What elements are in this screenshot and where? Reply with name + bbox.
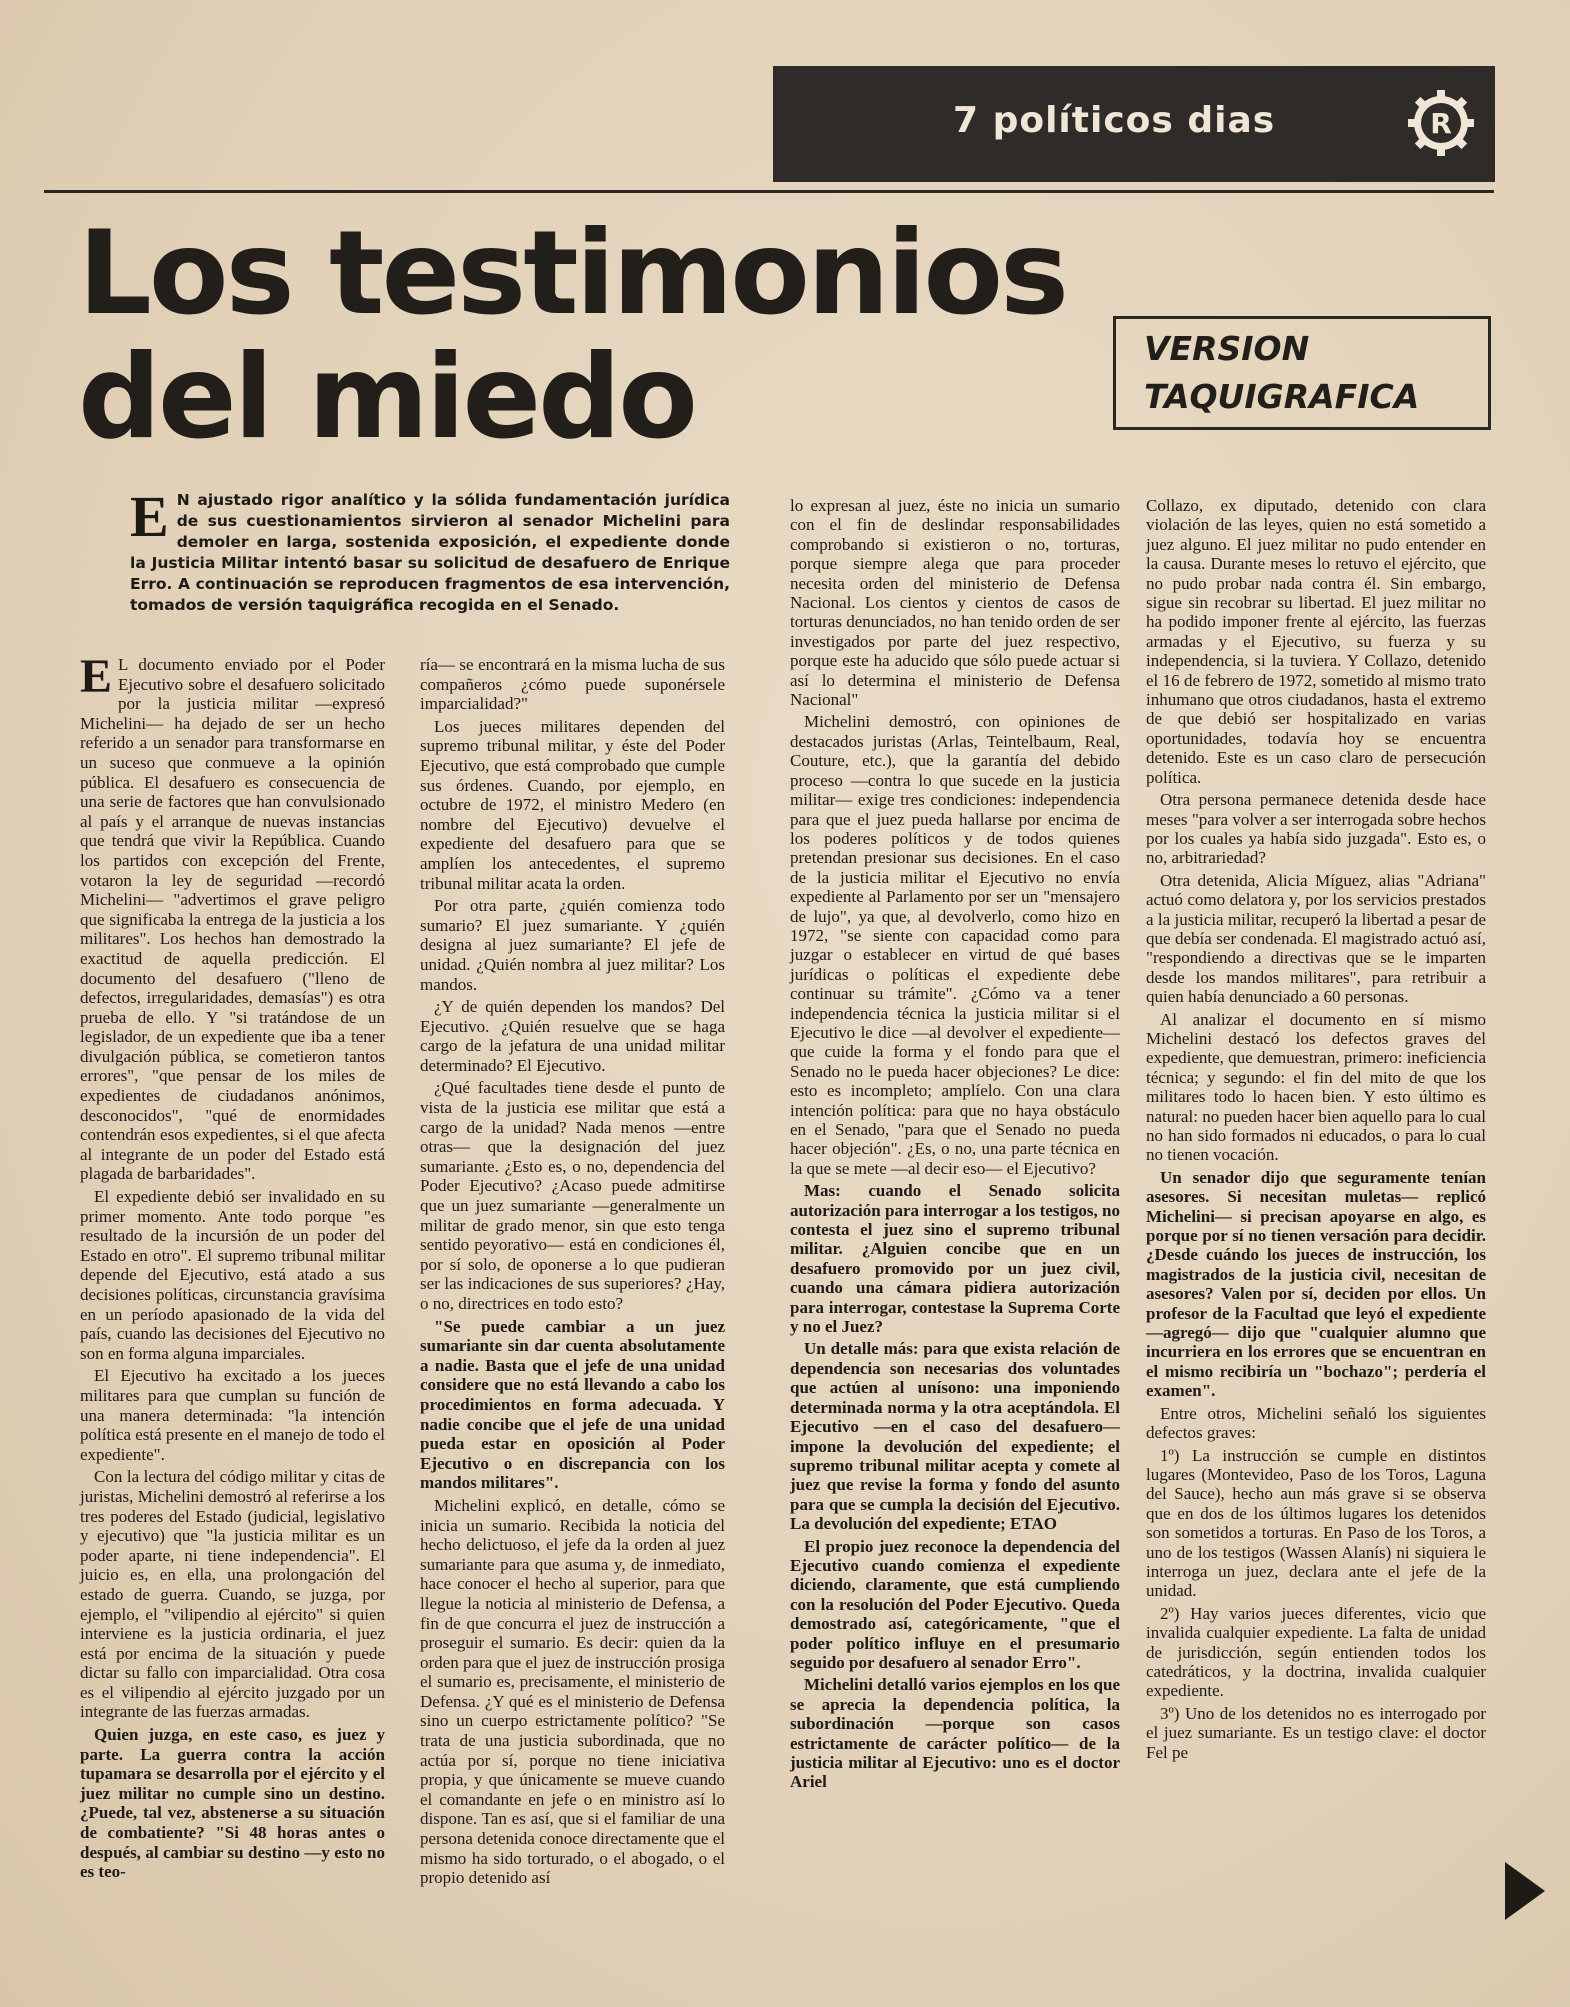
kicker-line-2: TAQUIGRAFICA bbox=[1144, 377, 1420, 416]
column-1-paragraph: Con la lectura del código militar y citas de juristas, Michelini demostró al referirse a los tres poderes del Estado (judicial, legislativo y ejecutivo) que "la justicia militar es un poder aparte, ni tiene independencia". El juicio es, en ella, una prolongación del estado de guerra. Cuando, se juzga, por ejemplo, el "vilipendio al ejército" si quien interviene es la justicia ordinaria, el juez está por encima de la situación y puede dictar su fallo con imparcialidad. Otra cosa es el vilipendio al ejército juzgado por un integrante de las fuerzas armadas. bbox=[80, 1467, 385, 1722]
column-3-paragraph: Michelini detalló varios ejemplos en los que se aprecia la dependencia política, la subordinación —porque son casos estrictamente de carácter político— de la justicia militar al Ejecutivo: uno es el doctor Ariel bbox=[790, 1675, 1120, 1792]
column-4-paragraph: Al analizar el documento en sí mismo Michelini destacó los defectos graves del expediente, que demuestran, primero: ineficiencia técnica; y segundo: el fin del mito de que los militares todo lo hacen bien. Y esto último es natural: no pueden hacer bien aquello para lo cual no han sido formados ni educados, o para lo cual no tienen vocación. bbox=[1146, 1009, 1486, 1165]
headline bbox=[78, 206, 1118, 465]
column-4-paragraph: 3º) Uno de los detenidos no es interrogado por el juez sumariante. Es un testigo clave: el doctor Fel pe bbox=[1146, 1703, 1486, 1762]
column-2-paragraph: ¿Qué facultades tiene desde el punto de vista de la justicia ese militar que está a cargo de la unidad? Nada menos —entre otras— que la designación del juez sumariante. ¿Esto es, o no, dependencia del Poder Ejecutivo? ¿Acaso puede admitirse que un juez sumariante —generalmente un militar de grado menor, sin que esto tenga sentido peyorativo— está en condiciones él, por sí solo, de oponerse a lo que pudieran ser las indicaciones de sus superiores? ¿Hay, o no, directrices en todo esto? bbox=[420, 1078, 725, 1313]
column-2-paragraph: Michelini explicó, en detalle, cómo se inicia un sumario. Recibida la noticia del hecho delictuoso, el jefe da la orden al juez sumariante para que asuma y, de inmediato, hace conocer el hecho al superior, para que llegue la noticia al ministerio de Defensa, a fin de que concurra el juez de instrucción a proseguir el sumario. Es decir: quien da la orden para que el juez de instrucción prosiga el sumario es, precisamente, el ministerio de Defensa. ¿Y qué es el ministerio de Defensa sino un cuerpo estrictamente político? "Se trata de una justicia subordinada, que no actúa por sí, porque no tiene iniciativa propia, y que únicamente se mueve cuando el comandante en jefe o en ministro así lo dispone. Tan es así, que si el familiar de una persona detenida conoce directamente que el mismo ha sido torturado, o el abogado, o el propio detenido así bbox=[420, 1495, 725, 1888]
column-4-paragraph: 2º) Hay varios jueces diferentes, vicio que invalida cualquier expediente. La falta de unidad de jurisdicción, según entienden todos los catedráticos, y la doctrina, invalida cualquier expediente. bbox=[1146, 1603, 1486, 1701]
column-3-paragraph: Un detalle más: para que exista relación de dependencia son necesarias dos voluntades que actúen al unísono: una imponiendo determinada norma y la otra aceptándola. El Ejecutivo —en el caso del desafuero— impone la devolución del expediente; el supremo tribunal militar acepta y comete al juez que revise la forma y fondo del asunto para que se cumpla la decisión del Ejecutivo. La devolución del expediente; ETAO bbox=[790, 1339, 1120, 1534]
column-1-paragraph: Quien juzga, en este caso, es juez y parte. La guerra contra la acción tupamara se desarrolla por el ejército y el juez militar no cumple sino un destino. ¿Puede, tal vez, abstenerse a su situación de combatiente? "Si 48 horas antes o después, al cambiar su destino —y esto no es teo- bbox=[80, 1725, 385, 1882]
column-1-paragraph: El expediente debió ser invalidado en su primer momento. Ante todo porque "es resultado de la incursión de un poder del Estado en otro". El supremo tribunal militar depende del Ejecutivo, está atado a sus decisiones políticas, circunstancia gravísima en un período apasionado de la vida del país, cuando las decisiones del Ejecutivo no son en forma alguna imparciales. bbox=[80, 1187, 385, 1363]
column-2-paragraph: Los jueces militares dependen del supremo tribunal militar, y éste del Poder Ejecutivo, que está comprobado que cumple sus órdenes. Cuando, por ejemplo, en octubre de 1972, el ministro Medero (en nombre del Ejecutivo) devuelve el expediente del desafuero para que se amplíen los antecedentes, el supremo tribunal militar acata la orden. bbox=[420, 716, 725, 893]
headline-line-1: Los testimonios bbox=[78, 206, 1067, 341]
article-column-2 bbox=[420, 655, 725, 1891]
column-2-paragraph: "Se puede cambiar a un juez sumariante sin dar cuenta absolutamente a nadie. Basta que el jefe de una unidad considere que no está llevando a cabo los procedimientos en forma adecuada. Y nadie concibe que el jefe de una unidad pueda estar en oposición al Poder Ejecutivo o en discrepancia con los mandos militares". bbox=[420, 1316, 725, 1493]
column-4-paragraph: Otra persona permanece detenida desde hace meses "para volver a ser interrogada sobre hechos por los cuales ya había sido juzgada". Esto es, o no, arbitrariedad? bbox=[1146, 790, 1486, 868]
column-3-paragraph: Michelini demostró, con opiniones de destacados juristas (Arlas, Teintelbaum, Real, Couture, etc.), que la garantía del debido proceso —contra lo que sucede en la justicia militar— exige tres condiciones: independencia para que el juez pueda hallarse por encima de los poderes políticos y de todos quienes pretendan presionar sus decisiones. En el caso de la justicia militar el Ejecutivo no envía expediente al Parlamento por ser un "mensajero de lujo", ya que, al devolverlo, como hizo en 1972, "se siente con capacidad como para juzgar o establecer en virtud de qué bases jurídicas o políticas el expediente debe continuar su trámite". ¿Cómo va a tener independencia técnica la justicia militar si el Ejecutivo le dice —al devolver el expediente— que cuide la forma y el fondo para que el Senado no le pueda hacer objeciones? Le dice: esto es incompleto; amplíelo. Con una clara intención política: para que no haya obstáculo en el Senado, "para que el Senado no pueda hacer objeción". ¿Es, o no, una parte técnica en la que se mete —al decir eso— el Ejecutivo? bbox=[790, 712, 1120, 1178]
column-3-paragraph: Mas: cuando el Senado solicita autorización para interrogar a los testigos, no contesta el juez sino el supremo tribunal militar. ¿Alguien concibe que en un desafuero promovido por un juez civil, cuando una cámara pidiera autorización para interrogar, contestase la Suprema Corte y no el Juez? bbox=[790, 1181, 1120, 1337]
column-3-paragraph: El propio juez reconoce la dependencia del Ejecutivo cuando comienza el expediente diciendo, claramente, que está cumpliendo con la resolución del Poder Ejecutivo. Queda demostrado así, categóricamente, "que el poder político influye en el presumario seguido por desafuero al senador Erro". bbox=[790, 1536, 1120, 1672]
column-4-paragraph: 1º) La instrucción se cumple en distintos lugares (Montevideo, Paso de los Toros, Laguna del Sauce), hecho aun más grave si se observa que en dos de los últimos lugares los detenidos son sometidos a torturas. En Paso de los Toros, a uno de los testigos (Wassen Alanís) ni siquiera le interroga un juez, declara ante el jefe de la unidad. bbox=[1146, 1445, 1486, 1601]
column-1-paragraph: El Ejecutivo ha excitado a los jueces militares para que cumplan su función de una manera determinada: "la intención política está presente en el manejo de todo el expediente". bbox=[80, 1366, 385, 1464]
headline-line-2: del miedo bbox=[78, 330, 695, 465]
kicker-line-1: VERSION bbox=[1144, 329, 1310, 368]
column-1-drop-cap: E bbox=[80, 650, 113, 703]
article-column-1 bbox=[80, 650, 385, 1885]
gear-r-logo-icon bbox=[1406, 88, 1476, 158]
column-2-paragraph: ría— se encontrará en la misma lucha de sus compañeros ¿cómo puede suponérsele imparcialidad?" bbox=[420, 655, 725, 714]
article-column-4 bbox=[1146, 496, 1486, 1765]
column-4-paragraph: Collazo, ex diputado, detenido con clara violación de las leyes, quien no está sometido a juez alguno. El juez militar no pudo entender en la causa. Durante meses lo retuvo el ejército, que no pudo probar nada contra él. Sin embargo, sigue sin recobrar su libertad. El juez militar no ha podido imponer frente al ejército, las fuerzas armadas y el Ejecutivo, su fuerza y su independencia, si la tuviera. Y Collazo, detenido el 16 de febrero de 1972, sometido al mismo trato inhumano que otros ciudadanos, hasta el extremo de que debió ser hospitalizado en varias oportunidades, todavía hoy se encuentra detenido. Este es un caso claro de persecución política. bbox=[1146, 496, 1486, 787]
lead-text: N ajustado rigor analítico y la sólida fundamentación jurídica de sus cuestionamientos sirvieron al senador Michelini para demoler en larga, sostenida exposición, el expediente donde la Justicia Militar intentó basar su solicitud de desafuero de Enrique Erro. A continuación se reproducen fragmentos de esa intervención, tomados de versión taquigráfica recogida en el Senado. bbox=[130, 491, 730, 614]
section-header-bar bbox=[773, 66, 1495, 182]
column-1-paragraph: E L documento enviado por el Poder Ejecutivo sobre el desafuero solicitado por la justicia militar —expresó Michelini— ha dejado de ser un hecho referido a un senador para transformarse en un suceso que conmueve a la opinión pública. El desafuero es consecuencia de una serie de factores que han convulsionado al país y el arranque de nuevas instancias que tendrá que vivir la República. Cuando los partidos con excepción del Frente, votaron la ley de seguridad —recordó Michelini— "advertimos el grave peligro que significaba la entrega de la justicia a los militares". Los hechos han demostrado la exactitud de aquella predicción. El documento del desafuero ("lleno de defectos, irregularidades, demasías") es otra prueba de ello. Y "si tratándose de un legislador, de un expediente que iba a tener divulgación pública, se cometieron tantos errores", "que pensar de los miles de expedientes de ciudadanos anónimos, desconocidos", "qué de enormidades contendrán esos expedientes, si el que afecta al integrante de un poder del Estado está plagada de barbaridades". bbox=[80, 650, 385, 1184]
lead-drop-cap: E bbox=[130, 484, 169, 549]
kicker-box bbox=[1113, 316, 1491, 430]
column-4-paragraph: Otra detenida, Alicia Míguez, alias "Adriana" actuó como delatora y, por los servicios prestados a la justicia militar, recuperó la libertad a pesar de que debía ser condenada. El magistrado actuó así, "respondiendo a directivas que se le imparten desde los mandos militares", para retribuir a quien había denunciado a 60 personas. bbox=[1146, 870, 1486, 1007]
triangle-right-icon bbox=[1505, 1862, 1545, 1920]
article-column-3 bbox=[790, 496, 1120, 1795]
section-title: 7 políticos dias bbox=[953, 100, 1276, 141]
column-4-paragraph: Entre otros, Michelini señaló los siguientes defectos graves: bbox=[1146, 1403, 1486, 1443]
top-rule bbox=[44, 190, 1494, 193]
column-2-paragraph: Por otra parte, ¿quién comienza todo sumario? El juez sumariante. Y ¿quién designa al juez sumariante? El jefe de unidad. ¿Quién nombra al juez militar? Los mandos. bbox=[420, 896, 725, 994]
column-4-paragraph: Un senador dijo que seguramente tenían asesores. Si necesitan muletas— replicó Michelini— si precisan apoyarse en algo, es porque por sí no tienen versación para decidir. ¿Desde cuándo los jueces de instrucción, los magistrados de la justicia civil, necesitan de asesores? Valen por sí, deciden por ellos. Un profesor de la Facultad que leyó el expediente —agregó— dijo que "cualquier alumno que incurriera en los errores que se encuentran en el mismo recibiría un "bochazo"; perdería el examen". bbox=[1146, 1167, 1486, 1401]
column-2-paragraph: ¿Y de quién dependen los mandos? Del Ejecutivo. ¿Quién resuelve que se haga cargo de la jefatura de una unidad militar determinado? El Ejecutivo. bbox=[420, 997, 725, 1075]
column-3-paragraph: lo expresan al juez, éste no inicia un sumario con el fin de deslindar responsabilidades comprobando si existieron o no, torturas, porque siempre alega que para proceder necesita orden del ministerio de Defensa Nacional. Los cientos y cientos de casos de torturas denunciados, no han tenido orden de ser investigados por parte del juez respectivo, porque este ha aducido que sólo puede actuar si así lo determina el ministerio de Defensa Nacional" bbox=[790, 496, 1120, 710]
logo-letter: R bbox=[1430, 107, 1452, 140]
lead-paragraph bbox=[130, 484, 730, 616]
